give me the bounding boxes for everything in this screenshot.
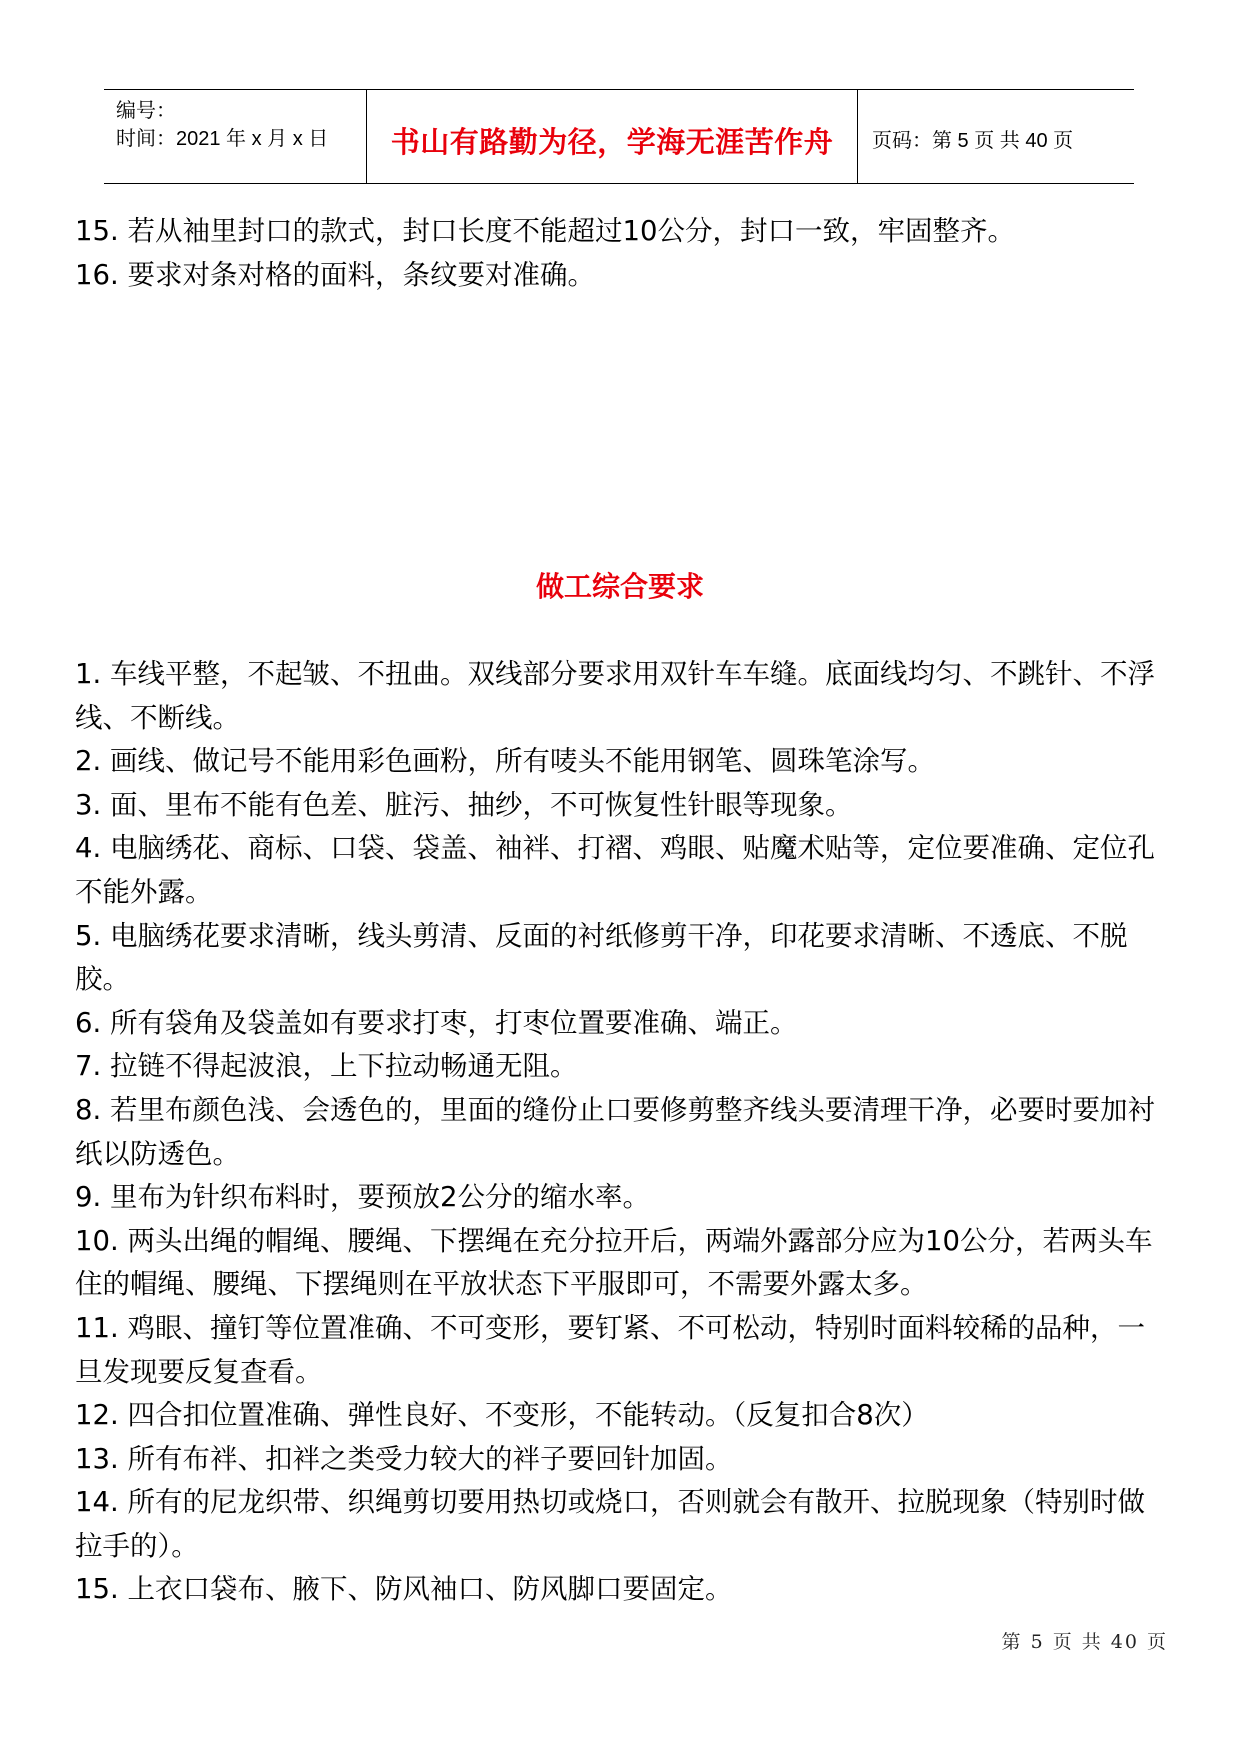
header-motto: 书山有路勤为径，学海无涯苦作舟 bbox=[390, 125, 834, 159]
list-item: 14. 所有的尼龙织带、织绳剪切要用热切或烧口，否则就会有散开、拉脱现象（特别时做拉手的）。 bbox=[75, 1486, 1145, 1562]
list-item: 1. 车线平整，不起皱、不扭曲。双线部分要求用双针车车缝。底面线均匀、不跳针、不浮线、不断线。 bbox=[75, 658, 1155, 734]
continued-requirements-list bbox=[75, 210, 1170, 297]
list-item: 5. 电脑绣花要求清晰，线头剪清、反面的衬纸修剪干净，印花要求清晰、不透底、不脱胶。 bbox=[75, 919, 1128, 996]
workmanship-requirements-list bbox=[75, 653, 1170, 1612]
list-item: 6. 所有袋角及袋盖如有要求打枣，打枣位置要准确、端正。 bbox=[75, 1006, 798, 1039]
page-footer: 第 5 页 共 40 页 bbox=[1001, 1631, 1168, 1653]
list-item: 16. 要求对条对格的面料，条纹要对准确。 bbox=[75, 258, 595, 291]
list-item: 2. 画线、做记号不能用彩色画粉，所有唛头不能用钢笔、圆珠笔涂写。 bbox=[75, 745, 935, 778]
list-item: 15. 若从袖里封口的款式，封口长度不能超过10公分，封口一致，牢固整齐。 bbox=[75, 215, 1015, 247]
list-item: 11. 鸡眼、撞钉等位置准确、不可变形，要钉紧、不可松动，特别时面料较稀的品种，一旦发现要反复查看。 bbox=[75, 1311, 1145, 1388]
list-item: 15. 上衣口袋布、腋下、防风袖口、防风脚口要固定。 bbox=[75, 1573, 733, 1606]
list-item: 7. 拉链不得起波浪，上下拉动畅通无阻。 bbox=[75, 1050, 578, 1083]
list-item: 10. 两头出绳的帽绳、腰绳、下摆绳在充分拉开后，两端外露部分应为10公分，若两头车住的帽绳、腰绳、下摆绳则在平放状态下平服即可，不需要外露太多。 bbox=[75, 1224, 1153, 1301]
list-item: 9. 里布为针织布料时，要预放2公分的缩水率。 bbox=[75, 1181, 650, 1214]
header-motto-cell bbox=[366, 90, 858, 183]
list-item: 3. 面、里布不能有色差、脏污、抽纱，不可恢复性针眼等现象。 bbox=[75, 788, 853, 821]
section-title: 做工综合要求 bbox=[535, 570, 704, 603]
header-page-code: 页码：第 5 页 共 40 页 bbox=[872, 130, 1074, 152]
page-header bbox=[104, 89, 1134, 184]
list-item: 4. 电脑绣花、商标、口袋、袋盖、袖袢、打褶、鸡眼、贴魔术贴等，定位要准确、定位孔不能外露。 bbox=[75, 832, 1155, 908]
document-time-label: 时间：2021 年 x 月 x 日 bbox=[116, 128, 329, 150]
list-item: 13. 所有布袢、扣袢之类受力较大的袢子要回针加固。 bbox=[75, 1442, 733, 1475]
list-item: 12. 四合扣位置准确、弹性良好、不变形，不能转动。（反复扣合8次） bbox=[75, 1399, 929, 1432]
list-item: 8. 若里布颜色浅、会透色的，里面的缝份止口要修剪整齐线头要清理干净，必要时要加衬纸以防透色。 bbox=[75, 1093, 1155, 1170]
header-meta-cell bbox=[104, 90, 366, 183]
document-number-label: 编号： bbox=[116, 100, 176, 122]
header-page-cell bbox=[857, 90, 1134, 183]
